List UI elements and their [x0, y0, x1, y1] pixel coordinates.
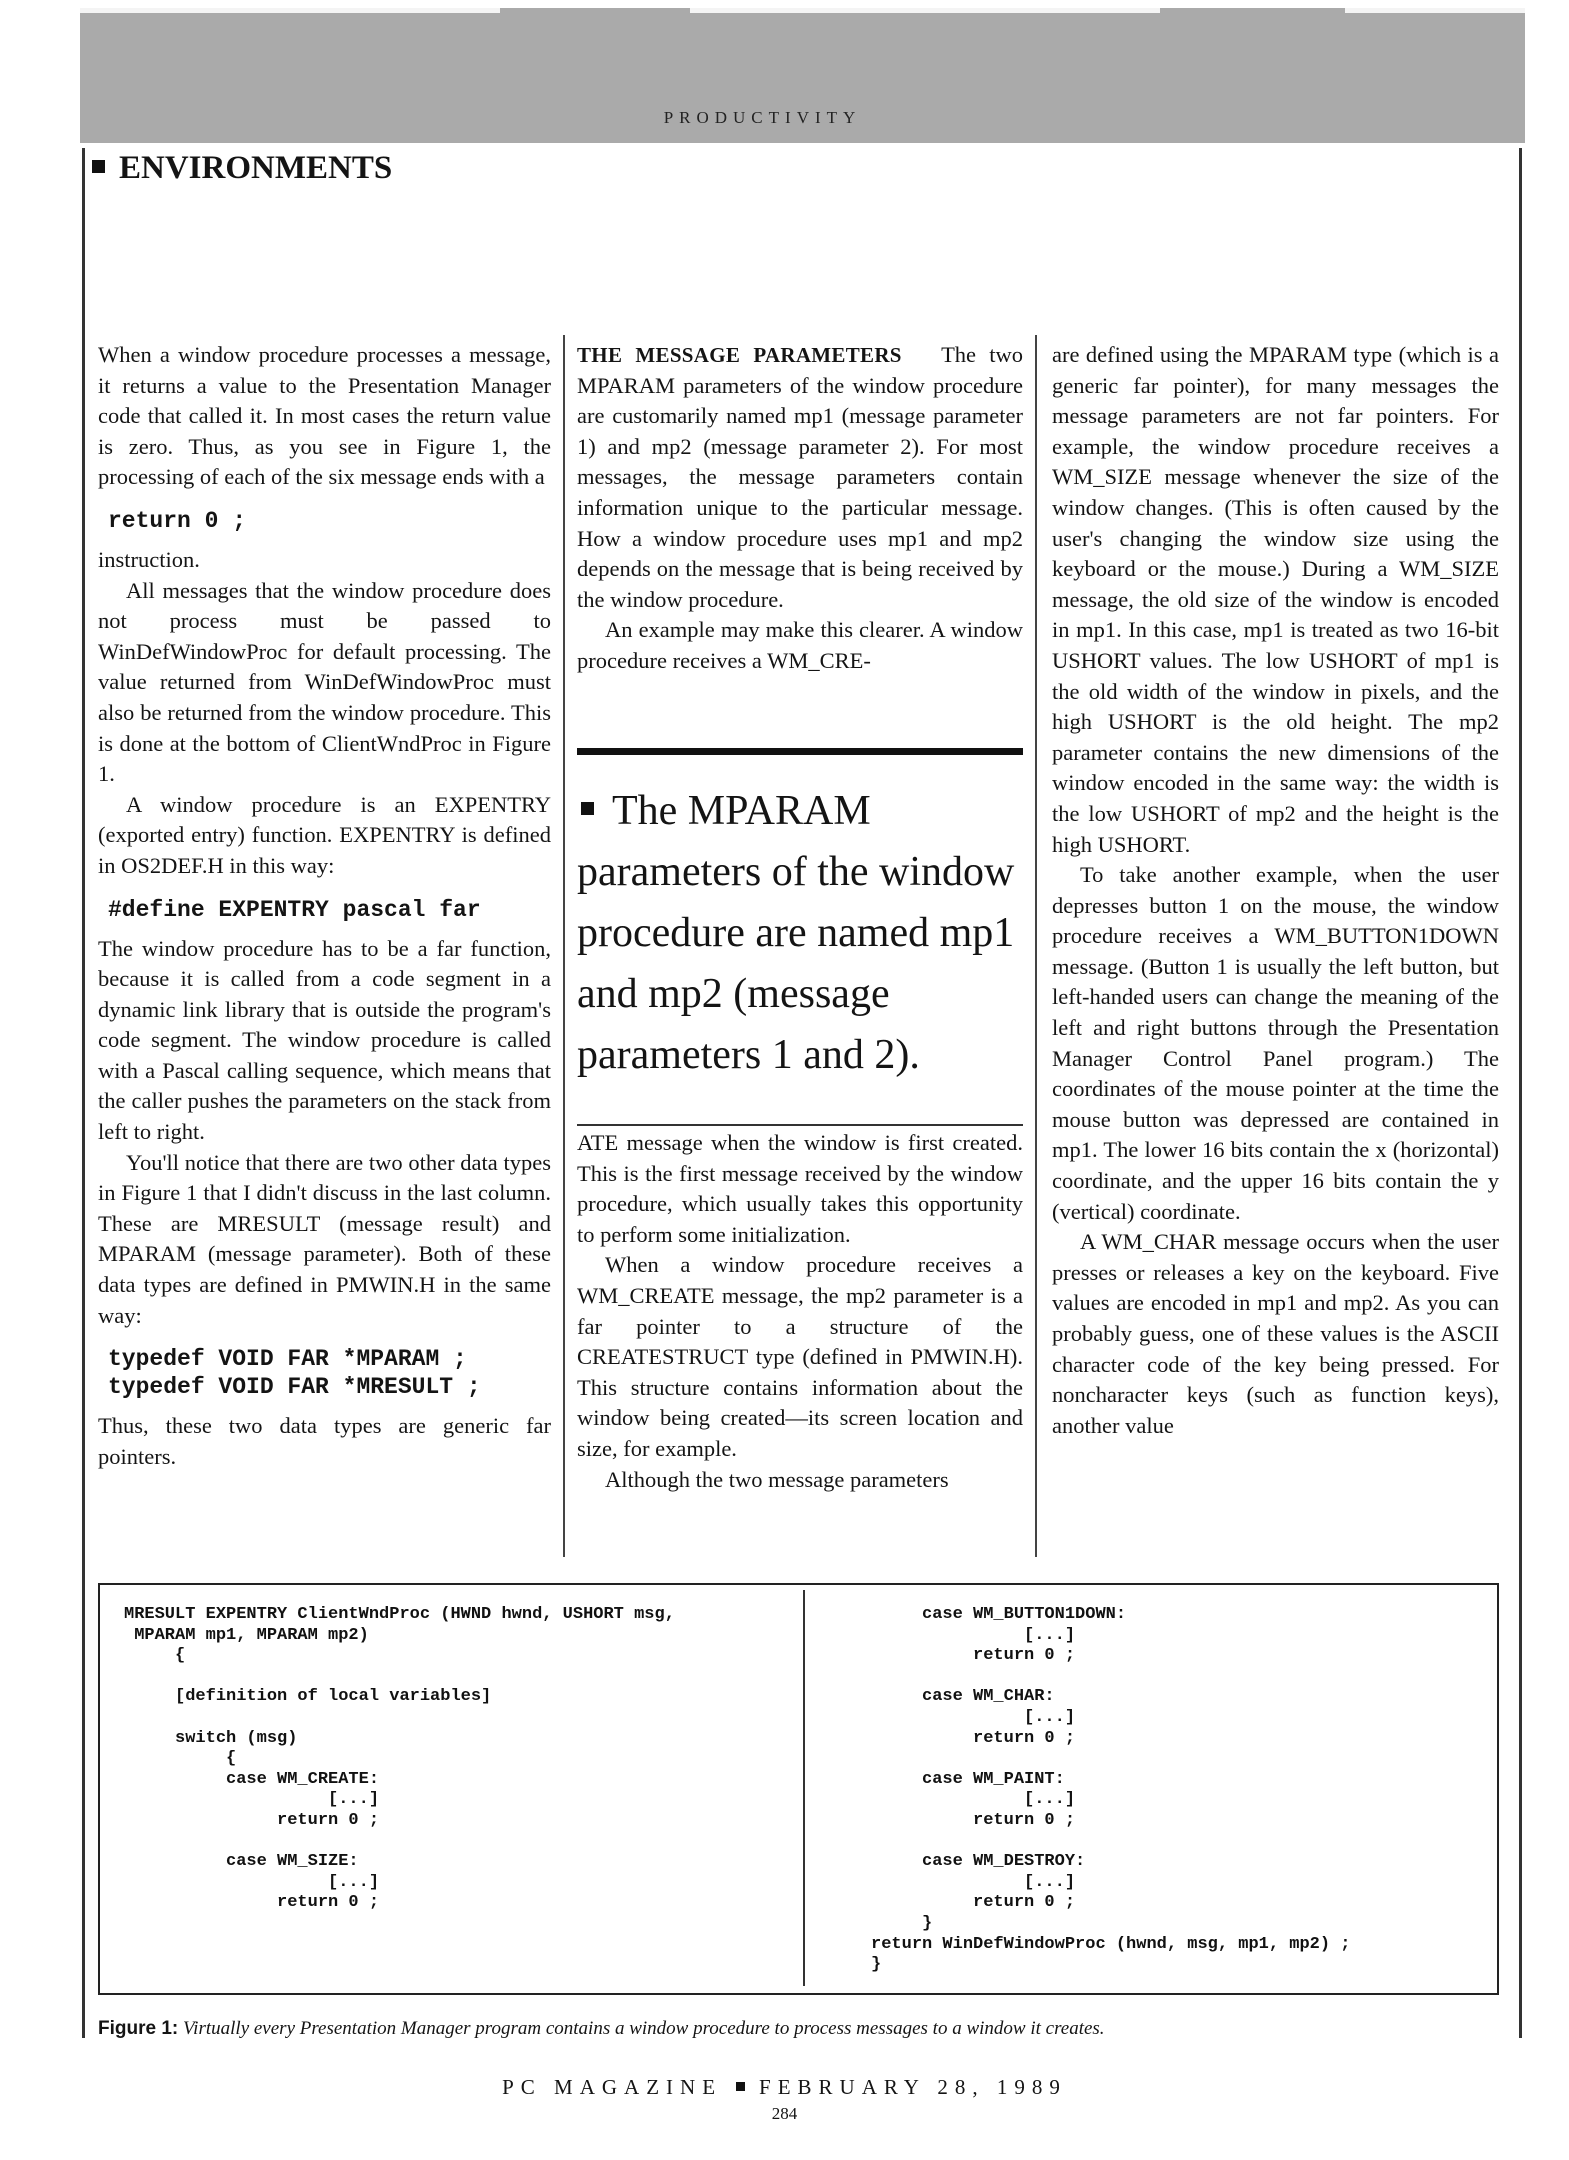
paragraph: THE MESSAGE PARAMETERS The two MPARAM parameters of the window procedure are customarily named mp1 (message parameter 1) and mp2 (message parameter 2). For most messages, the message parameters contain information unique to the particular message. How a window procedure uses mp1 and mp2 depends on the message that is being received by the window procedure. [577, 342, 1024, 612]
column-2 [577, 340, 1023, 677]
column-3 [1052, 340, 1499, 1441]
column-divider [1035, 335, 1037, 1557]
section-label: PRODUCTIVITY [663, 108, 862, 127]
paragraph: ATE message when the window is first created. This is the first message received by the window procedure, which usually takes this opportunity to perform some initialization. [577, 1130, 1023, 1247]
figure-code-left: MRESULT EXPENTRY ClientWndProc (HWND hwnd, USHORT msg, MPARAM mp1, MPARAM mp2) { [definition of local variables] switch (msg) { case WM_CREATE: [...] return 0 ; case WM_SIZE: [...] return 0 ; [124, 1605, 675, 1913]
paragraph: You'll notice that there are two other data types in Figure 1 that I didn't discuss in the last column. These are MRESULT (message result) and MPARAM (message parameter). Both of these data types are defined in PMWIN.H in the same way: [98, 1149, 551, 1328]
header-rule [1345, 8, 1525, 13]
paragraph: instruction. [98, 546, 200, 572]
paragraph: To take another example, when the user depresses button 1 on the mouse, the window procedure receives a WM_BUTTON1DOWN message. (Button 1 is usually the left button, but left-handed users can change the meaning of the left and right buttons through the Presentation Manager Control Panel program.) The coordinates of the mouse pointer at the time the mouse button was depressed are contained in mp1. The lower 16 bits contain the x (horizontal) coordinate, and the upper 16 bits contain the y (vertical) coordinate. [1052, 862, 1499, 1224]
department-heading: ENVIRONMENTS [92, 150, 392, 187]
bullet-square-icon [736, 2082, 745, 2091]
paragraph: The window procedure has to be a far function, because it is called from a code segment in a dynamic link library that is outside the program's code segment. The window procedure is called with a Pascal calling sequence, which means that the caller pushes the parameters on the stack from left to right. [98, 935, 551, 1145]
header-rule [690, 8, 1160, 13]
paragraph: A window procedure is an EXPENTRY (exported entry) function. EXPENTRY is defined in OS2DEF.H in this way: [98, 791, 551, 878]
paragraph: Although the two message parameters [605, 1466, 949, 1492]
bullet-square-icon [92, 160, 105, 173]
page-rule-right [1519, 148, 1522, 2038]
page-footer [0, 2075, 1569, 2100]
page-rule-left [82, 148, 85, 2038]
paragraph: A WM_CHAR message occurs when the user presses or releases a key on the keyboard. Five values are encoded in mp1 and mp2. As you can probably guess, one of these values is the ASCII character code of the key being pressed. For noncharacter keys (such as function keys), another value [1052, 1229, 1499, 1438]
subheading: THE MESSAGE PARAMETERS [577, 343, 902, 367]
caption-label: Figure 1: [98, 2018, 179, 2039]
column-divider [563, 335, 565, 1557]
code-snippet: return 0 ; [108, 507, 247, 534]
bullet-square-icon [581, 802, 594, 815]
pull-quote-rule [577, 748, 1023, 755]
paragraph: are defined using the MPARAM type (which is a generic far pointer), for many messages the message parameters are not far pointers. For example, the window procedure receives a WM_SIZE message whenever the size of the window changes. (This is often caused by the user's changing the window size using the keyboard or the mouse.) During a WM_SIZE message, the old size of the window is encoded in mp1. In this case, mp1 is treated as two 16-bit USHORT values. The low USHORT of mp1 is the old width of the window in pixels, and the high USHORT is the old height. The mp2 parameter contains the new dimensions of the window encoded in the same way: the width is the low USHORT of mp2 and the height is the high USHORT. [1052, 342, 1499, 857]
paragraph: When a window procedure processes a message, it returns a value to the Presentation Manager code that called it. In most cases the return value is zero. Thus, as you see in Figure 1, the processing of each of the six message ends with a [98, 342, 551, 490]
figure-divider [803, 1590, 805, 1986]
figure-caption [98, 2018, 1105, 2040]
magazine-name: PC MAGAZINE [502, 2075, 723, 2099]
header-rule [80, 8, 500, 13]
code-snippet: typedef VOID FAR *MPARAM ; typedef VOID FAR *MRESULT ; [108, 1346, 481, 1401]
paragraph: An example may make this clearer. A window procedure receives a WM_CRE- [577, 617, 1023, 673]
paragraph: Thus, these two data types are generic far pointers. [98, 1413, 551, 1469]
page-number: 284 [771, 2104, 798, 2123]
figure-code-right: case WM_BUTTON1DOWN: [...] return 0 ; case WM_CHAR: [...] return 0 ; case WM_PAINT: [...] return 0 ; case WM_DESTROY: [...] return 0 ; } return WinDefWindowProc (hwnd, msg, mp1, mp2) ; } [871, 1605, 1351, 1975]
pull-quote-rule [577, 1124, 1023, 1126]
paragraph: When a window procedure receives a WM_CREATE message, the mp2 parameter is a far pointer to a structure of the CREATESTRUCT type (defined in PMWIN.H). This structure contains information about the window being created—its screen location and size, for example. [577, 1252, 1023, 1461]
column-2-continued [577, 1128, 1023, 1495]
issue-date: FEBRUARY 28, 1989 [759, 2075, 1067, 2099]
column-1 [98, 340, 551, 1472]
code-snippet: #define EXPENTRY pascal far [108, 896, 481, 923]
caption-text: Virtually every Presentation Manager program contains a window procedure to process messages to a window it creates. [182, 2018, 1105, 2039]
pull-quote: The MPARAM parameters of the window procedure are named mp1 and mp2 (message parameters 1 and 2). [577, 748, 1023, 1126]
paragraph: All messages that the window procedure does not process must be passed to WinDefWindowProc for default processing. The value returned from WinDefWindowProc must also be returned from the window procedure. This is done at the bottom of ClientWndProc in Figure 1. [98, 577, 551, 787]
